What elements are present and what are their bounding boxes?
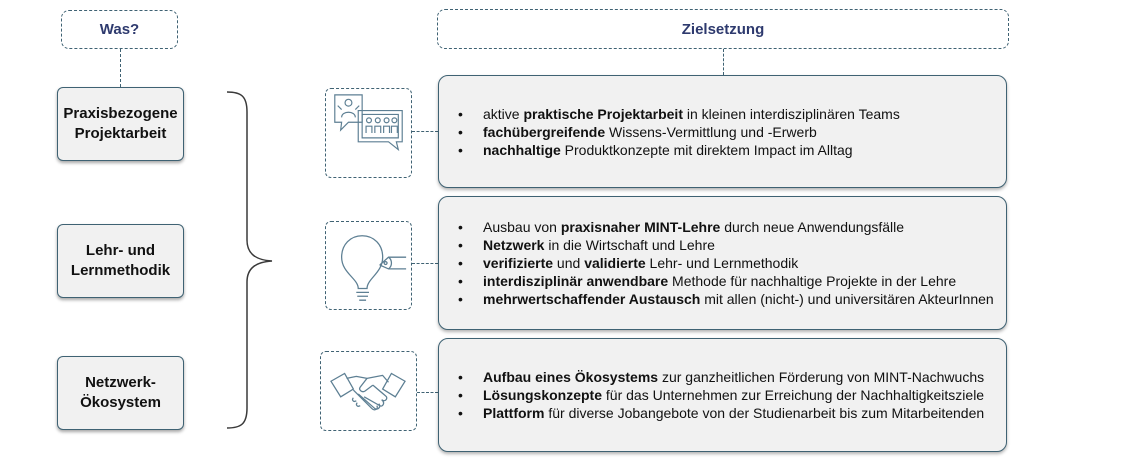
- icon-connector-3: [417, 392, 438, 393]
- category-lehr-und-lernmethodik: Lehr- und Lernmethodik: [57, 224, 184, 298]
- icon-connector-2: [412, 263, 438, 264]
- goal-panel-2: [438, 196, 1007, 330]
- goal-bullet: [457, 141, 996, 159]
- bullet-text: und: [553, 255, 585, 271]
- bullet-emphasis: Aufbau eines Ökosystems: [483, 369, 659, 385]
- bullet-text: mit allen (nicht-) und universitären AkteurInnen: [700, 291, 994, 307]
- goal-bullet: [457, 105, 996, 123]
- zielsetzung-connector: [723, 49, 724, 75]
- bullet-text: Methode für nachhaltige Projekte in der Lehre: [668, 273, 957, 289]
- bullet-emphasis: mehrwertschaffender Austausch: [483, 291, 701, 307]
- goal-bullet: [457, 218, 996, 236]
- goal-bullet: [457, 386, 996, 404]
- icon-connector-1: [412, 131, 438, 132]
- bullet-text: Wissens-Vermittlung und -Erwerb: [605, 123, 817, 140]
- goal-bullet: [457, 123, 996, 141]
- bullet-emphasis: praxisnaher MINT-Lehre: [560, 219, 721, 235]
- handshake-icon: [320, 351, 417, 431]
- bullet-emphasis: nachhaltige: [483, 141, 561, 158]
- bullet-emphasis: Plattform: [483, 405, 545, 421]
- zielsetzung-header: Zielsetzung: [437, 9, 1009, 49]
- goal-panel-1: [438, 75, 1007, 188]
- bullet-text: in kleinen interdisziplinären Teams: [682, 105, 900, 122]
- curly-brace: [220, 90, 280, 430]
- bullet-text: Produktkonzepte mit direktem Impact im Alltag: [560, 141, 853, 158]
- category-praxisbezogene-projektarbeit: Praxisbezogene Projektarbeit: [57, 87, 184, 161]
- was-header: Was?: [61, 10, 178, 49]
- goal-list-2: [457, 218, 996, 308]
- bullet-text: zur ganzheitlichen Förderung von MINT-Nachwuchs: [658, 369, 985, 385]
- bullet-emphasis: Lösungskonzepte: [483, 387, 603, 403]
- was-connector: [120, 49, 121, 87]
- bullet-emphasis: verifizierte: [483, 255, 554, 271]
- bullet-emphasis: praktische Projektarbeit: [523, 105, 683, 122]
- goal-list-1: [457, 105, 996, 159]
- category-netzwerk-oekosystem: Netzwerk-Ökosystem: [57, 356, 184, 430]
- bullet-text: aktive: [483, 105, 524, 122]
- bullet-text: Ausbau von: [483, 219, 561, 235]
- goal-bullet: [457, 368, 996, 386]
- goal-bullet: [457, 254, 996, 272]
- bullet-text: in die Wirtschaft und Lehre: [544, 237, 715, 253]
- goal-list-3: [457, 368, 996, 422]
- goal-bullet: [457, 272, 996, 290]
- goal-bullet: [457, 236, 996, 254]
- lightbulb-idea-icon: [325, 221, 412, 310]
- goal-panel-3: [438, 338, 1007, 452]
- goal-bullet: [457, 290, 996, 308]
- bullet-text: für diverse Jobangebote von der Studienarbeit bis zum Mitarbeitenden: [544, 405, 985, 421]
- goal-bullet: [457, 404, 996, 422]
- bullet-text: durch neue Anwendungsfälle: [720, 219, 905, 235]
- bullet-text: für das Unternehmen zur Erreichung der Nachhaltigkeitsziele: [602, 387, 985, 403]
- bullet-emphasis: interdisziplinär anwendbare: [483, 273, 669, 289]
- bullet-text: Lehr- und Lernmethodik: [645, 255, 799, 271]
- team-presentation-icon: [325, 88, 412, 178]
- bullet-emphasis: validierte: [584, 255, 646, 271]
- bullet-emphasis: fachübergreifende: [483, 123, 606, 140]
- bullet-emphasis: Netzwerk: [483, 237, 545, 253]
